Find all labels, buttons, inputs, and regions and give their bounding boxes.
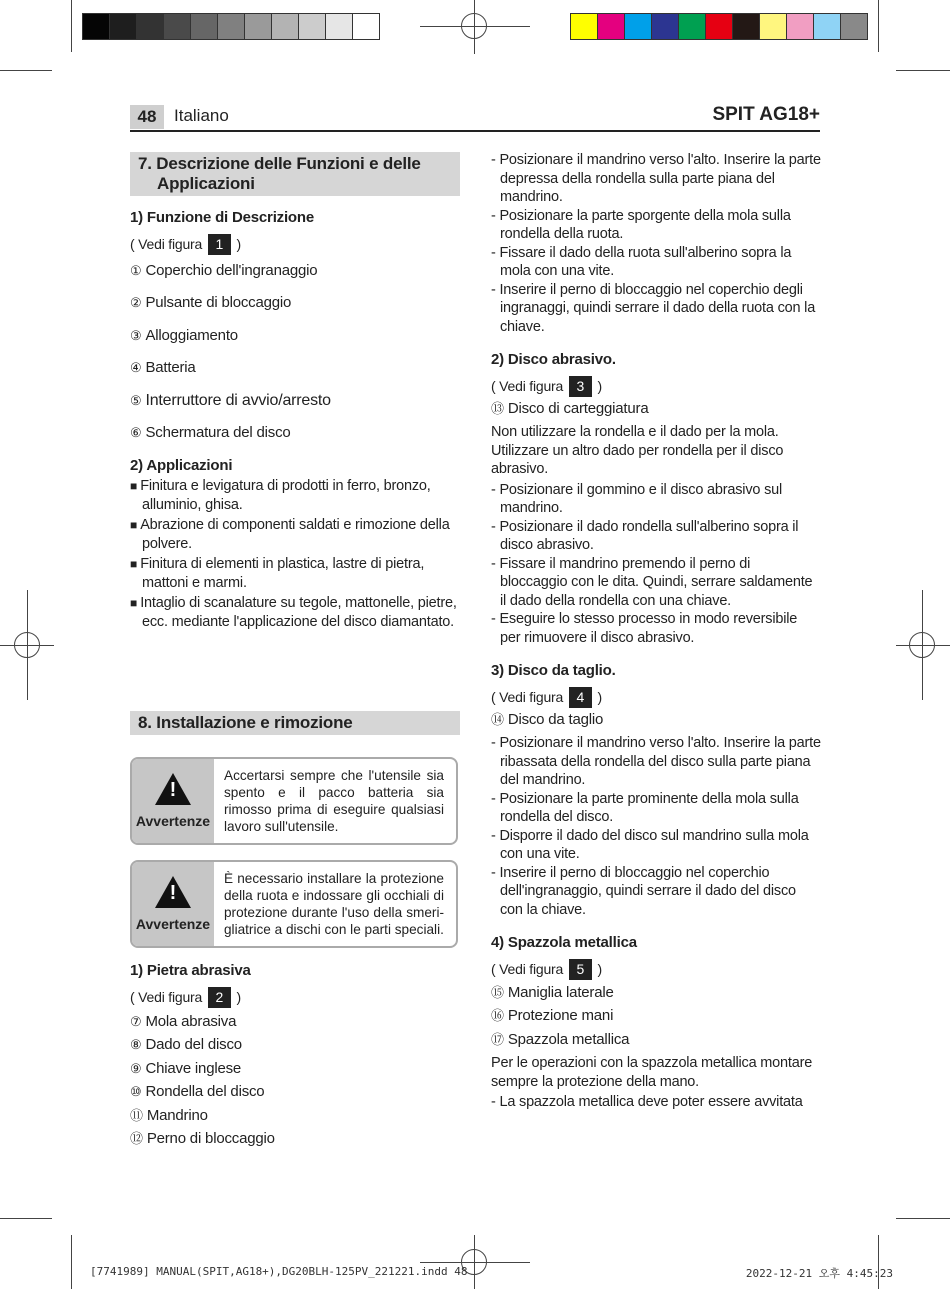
text: Finitura di elementi in plastica, lastre di pietra, mattoni e marmi. <box>140 556 425 591</box>
crop-mark <box>878 0 879 52</box>
subsection-title: 1) Funzione di Descrizione <box>130 209 314 226</box>
bullet-item <box>130 555 460 592</box>
crop-mark <box>896 1218 950 1219</box>
component-item <box>130 1130 460 1149</box>
color-swatch <box>244 13 272 40</box>
text: - Eseguire lo stesso processo in modo reversibile per rimuovere il disco abrasivo. <box>491 611 798 646</box>
instruction-step <box>491 207 821 244</box>
figure-number-badge: 2 <box>208 987 231 1008</box>
item-label: Mola abrasiva <box>145 1012 237 1030</box>
instruction-step <box>491 244 821 281</box>
paragraph: Per le operazioni con la spazzola metallica montare sempre la protezione della mano. <box>491 1055 813 1090</box>
component-list <box>130 1013 460 1149</box>
item-label: Dado del disco <box>145 1036 242 1053</box>
section-7-title: 7. Descrizione delle Funzioni e delle Applicazioni <box>130 152 460 196</box>
color-swatch <box>651 13 679 40</box>
color-swatch <box>624 13 652 40</box>
bullet-square-icon: ■ <box>130 479 141 493</box>
warning-box <box>130 757 458 845</box>
item-number: ⑪ <box>130 1107 143 1123</box>
component-item <box>130 1013 460 1032</box>
component-item <box>130 424 460 443</box>
item-label: Perno di bloccaggio <box>146 1130 275 1147</box>
color-swatch <box>82 13 110 40</box>
item-number: ⑧ <box>130 1037 142 1052</box>
component-list <box>130 262 460 443</box>
bullet-square-icon: ■ <box>130 596 141 610</box>
warning-icon-panel <box>132 759 214 843</box>
color-swatch <box>759 13 787 40</box>
item-number: ⑬ <box>491 400 504 416</box>
crop-mark <box>896 70 950 71</box>
item-number: ⑰ <box>491 1031 504 1047</box>
text: - Fissare il dado della ruota sull'alberino sopra la mola con una vite. <box>491 244 792 279</box>
component-item <box>491 400 821 419</box>
application-list <box>130 477 460 631</box>
ref-text: ( Vedi figura <box>491 377 564 394</box>
item-number: ⑦ <box>130 1013 142 1029</box>
text: - Inserire il perno di bloccaggio nel coperchio dell'ingranaggio, quindi serrare il dado del disco con la chiave. <box>491 864 796 918</box>
abrasive-stone-section <box>130 962 460 1154</box>
item-number: ① <box>130 262 142 278</box>
left-column <box>130 152 460 633</box>
instruction-step: - La spazzola metallica deve poter essere avvitata <box>491 1094 803 1110</box>
color-swatch <box>163 13 191 40</box>
section-8-header <box>130 711 460 735</box>
text: Intaglio di scanalature su tegole, mattonelle, pietre, ecc. mediante l'applicazione del disco diamantato. <box>140 595 457 630</box>
component-item <box>130 1060 460 1079</box>
right-column <box>491 151 821 1112</box>
color-swatch <box>732 13 760 40</box>
component-item <box>130 1036 460 1055</box>
item-label: Alloggiamento <box>145 326 238 344</box>
brand-title: SPIT AG18+ <box>712 104 820 125</box>
ref-text: ( Vedi figura <box>130 988 203 1005</box>
text: - Fissare il mandrino premendo il perno di bloccaggio con le dita. Quindi, serrare saldamente il dado della rondella con una chiave. <box>491 555 813 609</box>
section-8-title: 8. Installazione e rimozione <box>130 711 460 735</box>
crop-mark <box>0 70 52 71</box>
color-swatch <box>570 13 598 40</box>
component-item <box>130 392 460 411</box>
crop-mark <box>71 1235 72 1289</box>
component-item <box>130 1083 460 1102</box>
item-label: Spazzola metallica <box>507 1030 630 1048</box>
item-number: ④ <box>130 360 142 375</box>
instruction-steps <box>491 151 821 336</box>
item-label: Schermatura del disco <box>145 424 291 441</box>
item-label: Chiave inglese <box>145 1059 242 1077</box>
item-number: ⑫ <box>130 1131 143 1146</box>
component-item <box>130 327 460 346</box>
item-label: Disco da taglio <box>507 710 604 728</box>
ref-text: ) <box>597 377 602 394</box>
instruction-step <box>491 518 821 555</box>
figure-number-badge: 1 <box>208 234 231 255</box>
warning-text: Accertarsi sempre che l'utensile sia spento e il pacco batteria sia rimosso prima di eseguire qualsiasi lavoro sull'utensile. <box>224 768 444 834</box>
item-label: Batteria <box>145 359 196 376</box>
warning-label: Avvertenze <box>135 813 211 829</box>
text: - Posizionare il dado rondella sull'alberino sopra il disco abrasivo. <box>491 518 799 553</box>
footer-file-info: [7741989] MANUAL(SPIT,AG18+),DG20BLH-125PV_221221.indd 48 <box>90 1265 468 1278</box>
item-label: Coperchio dell'ingranaggio <box>145 261 318 279</box>
warning-text: È necessario installare la protezione della ruota e indossare gli occhiali di protezione durante l'uso della smeri-gliatrice a dischi con le parti speciali. <box>224 871 444 937</box>
text: Abrazione di componenti saldati e rimozione della polvere. <box>140 517 450 552</box>
item-number: ⑯ <box>491 1008 504 1023</box>
figure-reference <box>130 234 460 255</box>
item-number: ⑭ <box>491 711 504 727</box>
component-item <box>130 1107 460 1126</box>
color-swatch <box>271 13 299 40</box>
text: - Disporre il dado del disco sul mandrino sulla mola con una vite. <box>491 827 809 862</box>
instruction-step <box>491 281 821 337</box>
color-swatch <box>678 13 706 40</box>
instruction-step <box>491 481 821 518</box>
color-swatch <box>840 13 868 40</box>
component-item <box>130 262 460 281</box>
color-swatch <box>597 13 625 40</box>
figure-reference <box>491 959 821 980</box>
bullet-square-icon: ■ <box>130 557 141 571</box>
ref-text: ) <box>236 988 241 1005</box>
ref-text: ( Vedi figura <box>130 235 203 252</box>
color-swatch <box>190 13 218 40</box>
instruction-step <box>491 734 821 790</box>
ref-text: ) <box>597 688 602 705</box>
figure-number-badge: 4 <box>569 687 592 708</box>
item-label: Pulsante di bloccaggio <box>145 294 292 311</box>
color-swatch <box>786 13 814 40</box>
component-item <box>130 294 460 313</box>
item-number: ⑥ <box>130 425 142 440</box>
text: - Posizionare il mandrino verso l'alto. Inserire la parte ribassata della rondella del disco sulla parte piana del mandrino. <box>491 735 821 788</box>
exclamation-icon: ! <box>169 882 177 904</box>
text: - Posizionare la parte sporgente della mola sulla rondella della ruota. <box>491 207 791 242</box>
color-swatch <box>217 13 245 40</box>
instruction-step <box>491 790 821 827</box>
subsection-title: 2) Applicazioni <box>130 456 233 474</box>
ref-text: ( Vedi figura <box>491 960 564 977</box>
text: - Posizionare la parte prominente della mola sulla rondella del disco. <box>491 790 799 825</box>
subsection-title: 4) Spazzola metallica <box>491 934 637 951</box>
component-item <box>491 1007 821 1026</box>
item-number: ③ <box>130 327 142 343</box>
figure-number-badge: 3 <box>569 376 592 397</box>
bullet-square-icon: ■ <box>130 518 141 532</box>
color-swatch <box>298 13 326 40</box>
paragraph: Non utilizzare la rondella e il dado per la mola. Utilizzare un altro dado per rondella per il disco abrasivo. <box>491 424 784 477</box>
figure-reference <box>130 987 460 1008</box>
crop-mark <box>0 1218 52 1219</box>
footer-timestamp: 2022-12-21 오후 4:45:23 <box>745 1267 893 1280</box>
ref-text: ) <box>236 235 241 252</box>
color-swatch <box>136 13 164 40</box>
ref-text: ( Vedi figura <box>491 688 564 705</box>
item-number: ⑨ <box>130 1060 142 1076</box>
bullet-item <box>130 477 460 514</box>
item-label: Disco di carteggiatura <box>507 399 649 417</box>
component-item <box>491 1031 821 1050</box>
color-swatch <box>813 13 841 40</box>
text: - Posizionare il mandrino verso l'alto. Inserire la parte depressa della rondella sulla parte piana del mandrino. <box>491 152 821 205</box>
item-label: Maniglia laterale <box>507 983 614 1001</box>
figure-reference <box>491 687 821 708</box>
text: - Posizionare il gommino e il disco abrasivo sul mandrino. <box>491 481 782 516</box>
component-list <box>491 984 821 1050</box>
subsection-title: 2) Disco abrasivo. <box>491 351 616 368</box>
component-item <box>491 711 821 730</box>
figure-number-badge: 5 <box>569 959 592 980</box>
instruction-step <box>491 864 821 920</box>
component-item <box>130 359 460 378</box>
instruction-steps <box>491 734 821 919</box>
ref-text: ) <box>597 960 602 977</box>
item-number: ⑩ <box>130 1084 142 1099</box>
page-number: 48 <box>130 105 164 129</box>
header-rule <box>130 130 820 132</box>
item-label: Protezione mani <box>507 1007 614 1024</box>
language-label: Italiano <box>174 106 229 125</box>
crop-mark <box>71 0 72 52</box>
component-item <box>491 984 821 1003</box>
color-swatch <box>325 13 353 40</box>
instruction-step <box>491 827 821 864</box>
subsection-title: 3) Disco da taglio. <box>491 662 616 679</box>
item-label: Interruttore di avvio/arresto <box>145 391 331 409</box>
exclamation-icon: ! <box>169 779 177 801</box>
instruction-step <box>491 151 821 207</box>
warning-icon-panel <box>132 862 214 946</box>
warning-box <box>130 860 458 948</box>
instruction-step <box>491 610 821 647</box>
color-swatch <box>109 13 137 40</box>
item-label: Mandrino <box>146 1106 208 1124</box>
color-swatch <box>352 13 380 40</box>
figure-reference <box>491 376 821 397</box>
bullet-item <box>130 516 460 553</box>
instruction-step <box>491 555 821 611</box>
item-number: ⑤ <box>130 392 142 408</box>
text: - Inserire il perno di bloccaggio nel coperchio degli ingranaggi, quindi serrare il dado della ruota con la chiave. <box>491 281 816 335</box>
bullet-item <box>130 594 460 631</box>
item-label: Rondella del disco <box>145 1083 265 1100</box>
text: Finitura e levigatura di prodotti in ferro, bronzo, alluminio, ghisa. <box>140 478 431 513</box>
instruction-steps <box>491 481 821 648</box>
subsection-title: 1) Pietra abrasiva <box>130 962 251 979</box>
item-number: ⑮ <box>491 984 504 1000</box>
item-number: ② <box>130 295 142 310</box>
color-swatch <box>705 13 733 40</box>
warning-label: Avvertenze <box>135 916 211 932</box>
